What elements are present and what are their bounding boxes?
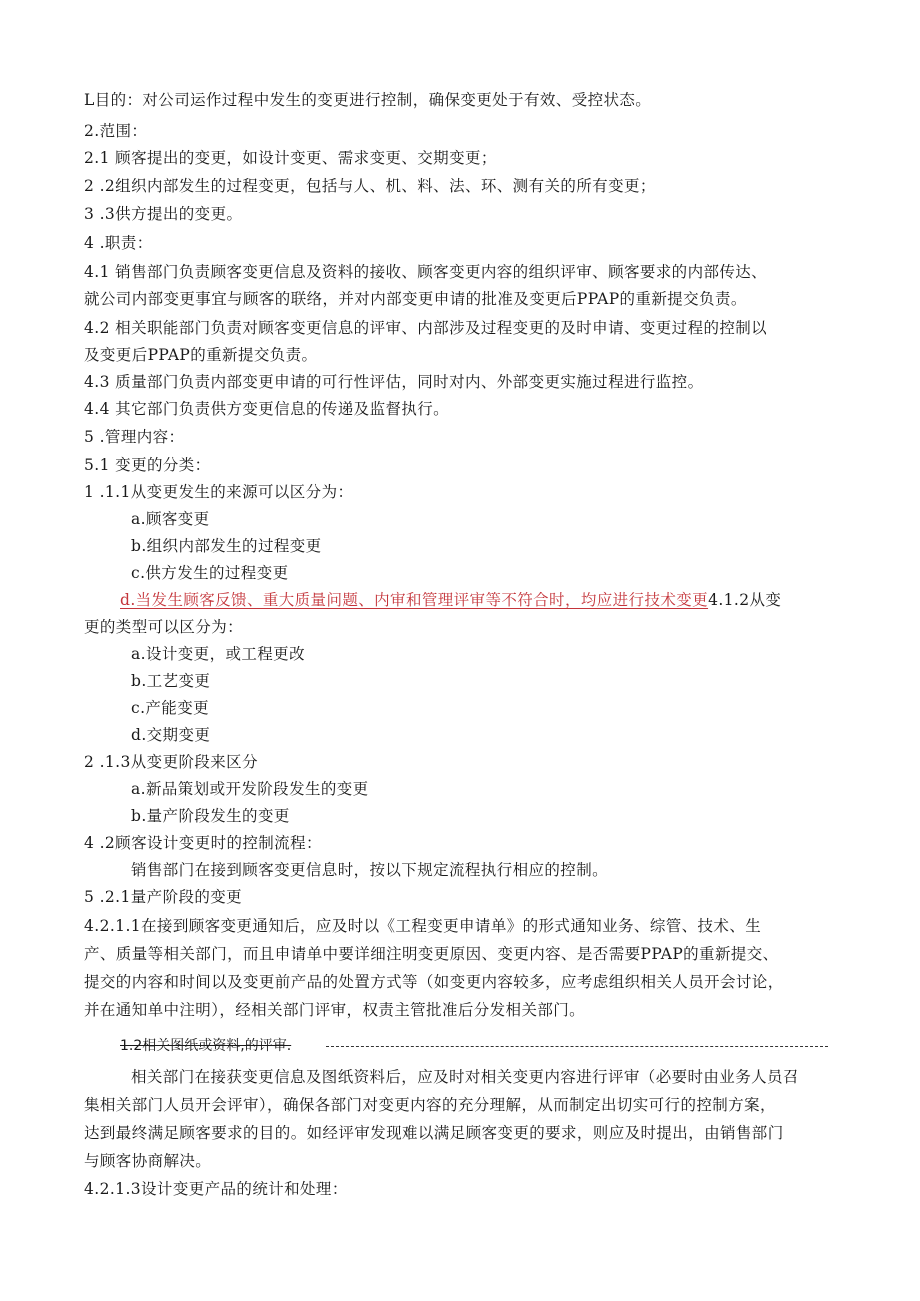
type-item-c: c.产能变更 (131, 699, 210, 717)
section-4-2-flow: 4 .2顾客设计变更时的控制流程： (84, 834, 322, 852)
section-2-3: 3 .3供方提出的变更。 (84, 205, 243, 223)
section-4-heading: 4 .职责： (84, 234, 153, 252)
para-4-2-1-1-line1: 4.2.1.1在接到顾客变更通知后，应及时以《工程变更申请单》的形式通知业务、综管、技术、生 (84, 917, 762, 935)
review-para-line2: 集相关部门人员开会评审），确保各部门对变更内容的充分理解，从而制定出切实可行的控制方案， (84, 1096, 776, 1114)
section-2-2: 2 .2组织内部发生的过程变更，包括与人、机、料、法、环、测有关的所有变更； (84, 177, 656, 195)
section-4-4: 4.4 其它部门负责供方变更信息的传递及监督执行。 (84, 400, 450, 418)
section-5-heading: 5 .管理内容： (84, 428, 185, 446)
section-4-2-line1: 4.2 相关职能部门负责对顾客变更信息的评审、内部涉及过程变更的及时申请、变更过程的控制以 (84, 319, 768, 337)
flow-intro: 销售部门在接到顾客变更信息时，按以下规定流程执行相应的控制。 (131, 861, 609, 879)
para-4-2-1-1-line3: 提交的内容和时间以及变更前产品的处置方式等（如变更内容较多，应考虑组织相关人员开会讨论， (84, 973, 784, 991)
list-item-c: c.供方发生的过程变更 (131, 564, 289, 582)
section-1-1-1: 1 .1.1从变更发生的来源可以区分为： (84, 483, 354, 501)
section-2-1-mass: 5 .2.1量产阶段的变更 (84, 888, 243, 906)
review-para-line3: 达到最终满足顾客要求的目的。如经评审发现难以满足顾客变更的要求，则应及时提出，由销售部门 (84, 1124, 784, 1142)
section-4-1-line1: 4.1 销售部门负责顾客变更信息及资料的接收、顾客变更内容的组织评审、顾客要求的内部传达、 (84, 263, 768, 281)
section-1-1-3: 2 .1.3从变更阶段来区分 (84, 753, 258, 771)
section-2-1: 2.1 顾客提出的变更，如设计变更、需求变更、交期变更； (84, 149, 497, 167)
type-item-a: a.设计变更，或工程更改 (131, 645, 305, 663)
section-4-2-line2: 及变更后PPAP的重新提交负责。 (84, 346, 318, 364)
review-para-line1: 相关部门在接获变更信息及图纸资料后，应及时对相关变更内容进行评审（必要时由业务人员召 (131, 1068, 799, 1086)
section-2-heading: 2.范围： (84, 122, 148, 140)
para-4-2-1-1-line2: 产、质量等相关部门，而且申请单中要详细注明变更原因、变更内容、是否需要PPAP的重新提交、 (84, 945, 779, 963)
section-4-3: 4.3 质量部门负责内部变更申请的可行性评估，同时对内、外部变更实施过程进行监控。 (84, 373, 704, 391)
revised-text: d.当发生顾客反馈、重大质量问题、内审和管理评审等不符合时，均应进行技术变更 (120, 591, 709, 609)
deleted-heading: 1.2相关图纸或资料,的评审. (120, 1038, 292, 1054)
review-para-line4: 与顾客协商解决。 (84, 1152, 212, 1170)
stage-item-a: a.新品策划或开发阶段发生的变更 (131, 780, 369, 798)
deleted-heading-row (120, 1036, 828, 1056)
type-item-b: b.工艺变更 (131, 672, 211, 690)
para-4-2-1-1-line4: 并在通知单中注明），经相关部门评审，权责主管批准后分发相关部门。 (84, 1001, 586, 1019)
revision-line (120, 590, 781, 610)
section-4-1-2-cont: 更的类型可以区分为： (84, 618, 244, 636)
section-4-1-2-start: 4.1.2从变 (708, 591, 782, 609)
list-item-b: b.组织内部发生的过程变更 (131, 537, 322, 555)
list-item-a: a.顾客变更 (131, 510, 210, 528)
deletion-dash-line (326, 1046, 828, 1047)
section-5-1: 5.1 变更的分类： (84, 456, 211, 474)
section-1-purpose: L目的：对公司运作过程中发生的变更进行控制，确保变更处于有效、受控状态。 (84, 91, 652, 109)
section-4-1-line2: 就公司内部变更事宜与顾客的联络，并对内部变更申请的批准及变更后PPAP的重新提交负责。 (84, 290, 747, 308)
stage-item-b: b.量产阶段发生的变更 (131, 807, 290, 825)
type-item-d: d.交期变更 (131, 726, 211, 744)
section-4-2-1-3: 4.2.1.3设计变更产品的统计和处理： (84, 1180, 348, 1198)
